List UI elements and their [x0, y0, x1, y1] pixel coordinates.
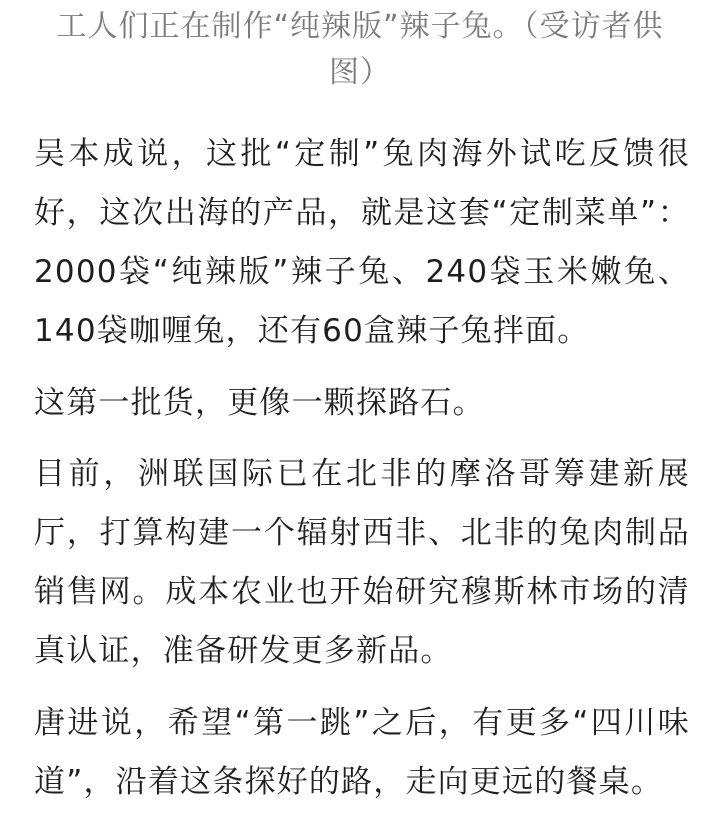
- image-caption: 工人们正在制作“纯辣版”辣子兔。（受访者供图）: [56, 9, 664, 90]
- paragraph-1: 吴本成说，这批“定制”兔肉海外试吃反馈很好，这次出海的产品，就是这套“定制菜单”：2000袋“纯辣版”辣子兔、240袋玉米嫩兔、140袋咖喱兔，还有60盒辣子兔拌面。: [34, 136, 690, 349]
- paragraph-2: 这第一批货，更像一颗探路石。: [34, 385, 485, 421]
- paragraph-4: 唐进说，希望“第一跳”之后，有更多“四川味道”，沿着这条探好的路，走向更远的餐桌。: [34, 705, 690, 800]
- paragraph-3: 目前，洲联国际已在北非的摩洛哥筹建新展厅，打算构建一个辐射西非、北非的兔肉制品销售网。成本农业也开始研究穆斯林市场的清真认证，准备研发更多新品。: [34, 456, 690, 669]
